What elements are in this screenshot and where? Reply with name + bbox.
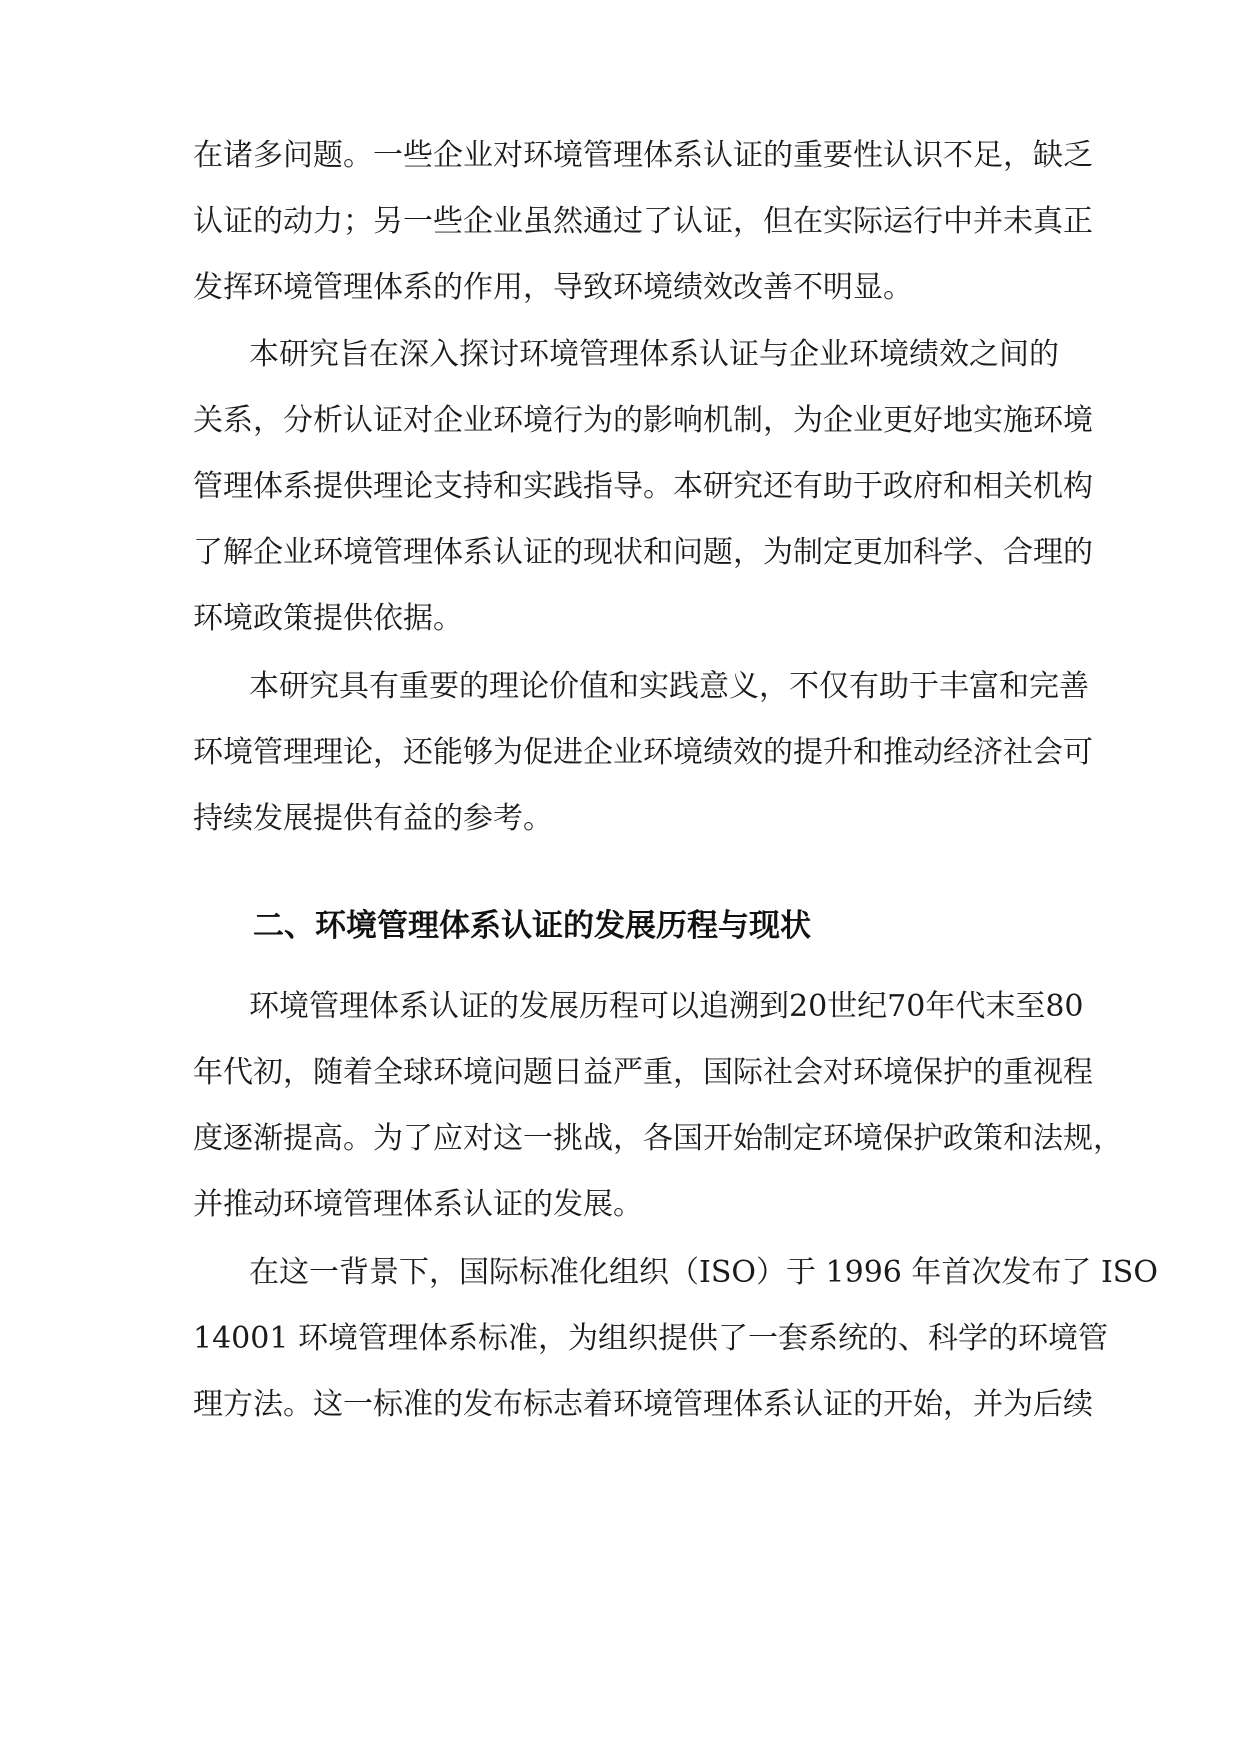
paragraph-2-line-4: 了解企业环境管理体系认证的现状和问题，为制定更加科学、合理的	[193, 535, 1093, 570]
paragraph-1-line-2: 认证的动力；另一些企业虽然通过了认证，但在实际运行中并未真正	[193, 204, 1093, 239]
section-heading: 二、环境管理体系认证的发展历程与现状	[253, 908, 811, 944]
paragraph-1-line-3: 发挥环境管理体系的作用，导致环境绩效改善不明显。	[193, 270, 913, 305]
paragraph-4-line-2: 年代初，随着全球环境问题日益严重，国际社会对环境保护的重视程	[193, 1055, 1093, 1090]
paragraph-2-line-1: 本研究旨在深入探讨环境管理体系认证与企业环境绩效之间的	[249, 337, 1059, 372]
paragraph-5-line-1: 在这一背景下，国际标准化组织（ISO）于 1996 年首次发布了 ISO	[249, 1255, 1158, 1290]
paragraph-2-line-5: 环境政策提供依据。	[193, 601, 463, 636]
paragraph-2-line-2: 关系，分析认证对企业环境行为的影响机制，为企业更好地实施环境	[193, 403, 1093, 438]
paragraph-3-line-3: 持续发展提供有益的参考。	[193, 801, 553, 836]
paragraph-3-line-2: 环境管理理论，还能够为促进企业环境绩效的提升和推动经济社会可	[193, 735, 1093, 770]
paragraph-2-line-3: 管理体系提供理论支持和实践指导。本研究还有助于政府和相关机构	[193, 469, 1093, 504]
paragraph-4-line-1: 环境管理体系认证的发展历程可以追溯到20世纪70年代末至80	[249, 989, 1084, 1024]
paragraph-5-line-2: 14001 环境管理体系标准，为组织提供了一套系统的、科学的环境管	[193, 1321, 1108, 1356]
paragraph-1-line-1: 在诸多问题。一些企业对环境管理体系认证的重要性认识不足，缺乏	[193, 138, 1093, 173]
paragraph-5-line-3: 理方法。这一标准的发布标志着环境管理体系认证的开始，并为后续	[193, 1387, 1093, 1422]
paragraph-3-line-1: 本研究具有重要的理论价值和实践意义，不仅有助于丰富和完善	[249, 669, 1089, 704]
paragraph-4-line-3: 度逐渐提高。为了应对这一挑战，各国开始制定环境保护政策和法规，	[193, 1121, 1123, 1156]
paragraph-4-line-4: 并推动环境管理体系认证的发展。	[193, 1187, 643, 1222]
